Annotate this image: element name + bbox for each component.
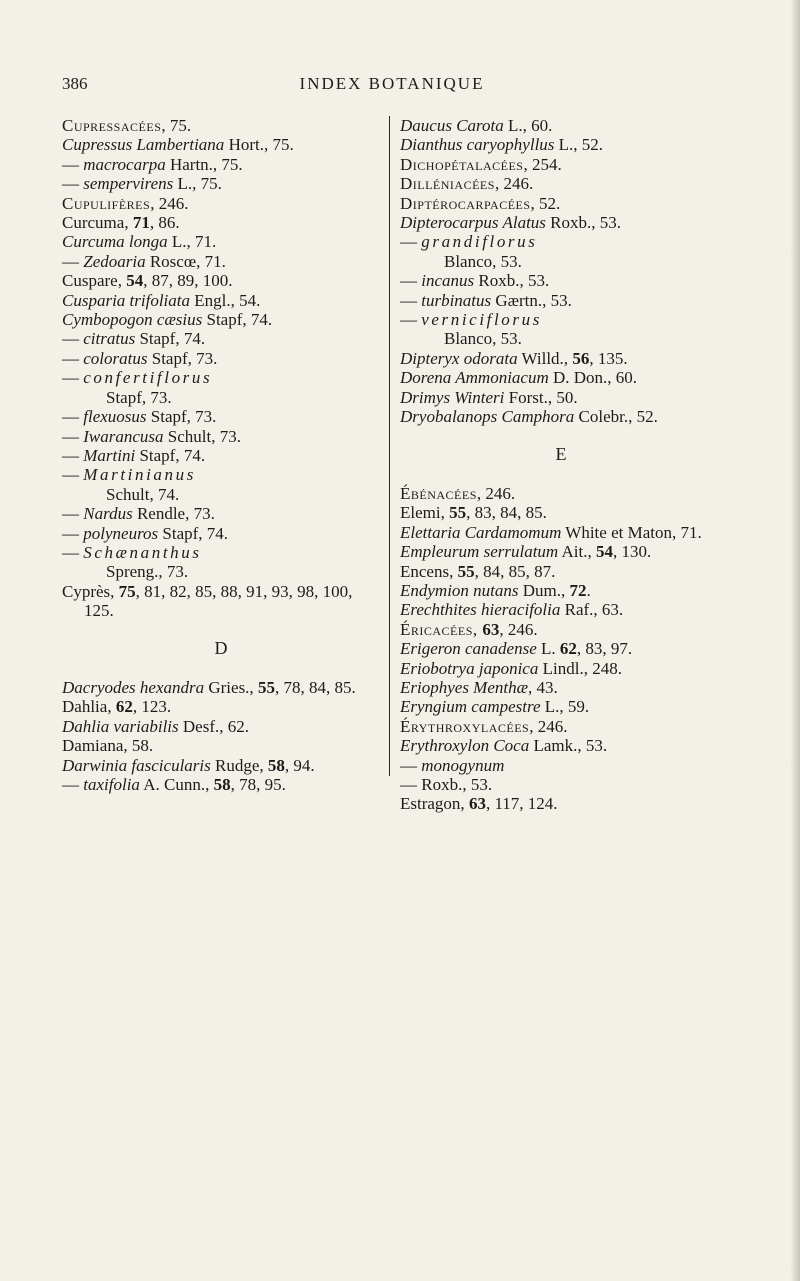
index-entry: Cupulifères, 246. xyxy=(62,193,189,213)
index-entry: Eriophyes Menthæ, 43. xyxy=(400,677,558,697)
index-entry: Cymbopogon cæsius Stapf, 74. xyxy=(62,310,273,330)
index-entry: Endymion nutans Dum., 72. xyxy=(400,580,591,600)
index-entry: Dahlia, 62, 123. xyxy=(62,697,172,717)
index-entry: Dianthus caryophyllus L., 52. xyxy=(400,135,604,155)
index-entry: Elemi, 55, 83, 84, 85. xyxy=(400,503,547,523)
index-entry: Drimys Winteri Forst., 50. xyxy=(400,387,578,407)
index-entry: — grandiflorus Blanco, 53. xyxy=(400,232,538,271)
index-entry: — Martini Stapf, 74. xyxy=(62,445,206,465)
index-entry: — verniciflorus Blanco, 53. xyxy=(400,310,542,349)
index-entry: Diptérocarpacées, 52. xyxy=(400,193,561,213)
index-entry: — Martinianus Schult, 74. xyxy=(62,465,196,504)
index-entry: Curcuma longa L., 71. xyxy=(62,232,217,252)
index-entry: — polyneuros Stapf, 74. xyxy=(62,523,229,543)
index-entry: Dichopétalacées, 254. xyxy=(400,154,562,174)
page-number: 386 xyxy=(62,74,88,93)
index-entry: Ébénacées, 246. xyxy=(400,483,516,503)
index-entry: — taxifolia A. Cunn., 58, 78, 95. xyxy=(62,775,286,794)
index-entry: — turbinatus Gærtn., 53. xyxy=(400,290,572,310)
index-entry: Erythroxylon Coca Lamk., 53. xyxy=(400,736,608,756)
index-entry: Érythroxylacées, 246. xyxy=(400,716,568,736)
index-entry: Dahlia variabilis Desf., 62. xyxy=(62,716,250,736)
index-entry: Cyprès, 75, 81, 82, 85, 88, 91, 93, 98, 100, 125. xyxy=(62,581,353,621)
index-entry: Erigeron canadense L. 62, 83, 97. xyxy=(400,639,633,659)
index-entry: Curcuma, 71, 86. xyxy=(62,213,180,233)
index-entry: — Nardus Rendle, 73. xyxy=(62,504,215,524)
index-entry: Dipterocarpus Alatus Roxb., 53. xyxy=(400,213,622,233)
index-entry: Eryngium campestre L., 59. xyxy=(400,697,590,717)
index-entry: Éricacées, 63, 246. xyxy=(400,619,538,639)
index-entry: Darwinia fascicularis Rudge, 58, 94. xyxy=(62,755,315,775)
running-title: INDEX BOTANIQUE xyxy=(299,74,485,93)
index-entry: Estragon, 63, 117, 124. xyxy=(400,794,558,814)
index-entry: — citratus Stapf, 74. xyxy=(62,329,206,349)
page-header xyxy=(62,74,722,96)
index-entry: Erechthites hieracifolia Raf., 63. xyxy=(400,600,624,620)
index-entry: — Roxb., 53. xyxy=(400,775,493,794)
index-entry: — sempervirens L., 75. xyxy=(62,174,222,194)
index-entry: Dilléniacées, 246. xyxy=(400,174,534,194)
left-column xyxy=(62,116,380,794)
index-entry: — Schænanthus Spreng., 73. xyxy=(62,542,202,582)
index-entry: Empleurum serrulatum Ait., 54, 130. xyxy=(400,542,652,562)
index-entry: Cupressus Lambertiana Hort., 75. xyxy=(62,135,294,155)
section-letter-d: D xyxy=(214,637,228,658)
index-entry: Daucus Carota L., 60. xyxy=(400,116,553,135)
index-entry: Dacryodes hexandra Gries., 55, 78, 84, 85. xyxy=(62,677,356,697)
index-entry: Eriobotrya japonica Lindl., 248. xyxy=(400,658,622,678)
page-edge-shadow xyxy=(790,0,800,1281)
index-entry: — confertiflorus Stapf, 73. xyxy=(62,368,213,407)
section-letter-e: E xyxy=(555,443,567,464)
index-entry: Elettaria Cardamomum White et Maton, 71. xyxy=(400,522,702,542)
index-entry: Damiana, 58. xyxy=(62,736,154,756)
right-column xyxy=(400,116,722,814)
index-entry: — flexuosus Stapf, 73. xyxy=(62,407,217,427)
index-entry: — incanus Roxb., 53. xyxy=(400,271,550,291)
index-entry: — Iwarancusa Schult, 73. xyxy=(62,426,241,446)
index-entry: Cusparia trifoliata Engl., 54. xyxy=(62,290,261,310)
index-entry: — monogynum xyxy=(400,755,505,775)
index-entry: Cupressacées, 75. xyxy=(62,116,192,135)
index-entry: Encens, 55, 84, 85, 87. xyxy=(400,561,556,581)
column-divider xyxy=(389,116,390,776)
index-entry: Dipteryx odorata Willd., 56, 135. xyxy=(400,348,628,368)
index-entry: — coloratus Stapf, 73. xyxy=(62,348,218,368)
index-entry: — Zedoaria Roscœ, 71. xyxy=(62,251,226,271)
index-entry: Dorena Ammoniacum D. Don., 60. xyxy=(400,368,638,388)
index-entry: Cuspare, 54, 87, 89, 100. xyxy=(62,271,233,291)
index-entry: Dryobalanops Camphora Colebr., 52. xyxy=(400,407,658,427)
index-entry: — macrocarpa Hartn., 75. xyxy=(62,154,243,174)
